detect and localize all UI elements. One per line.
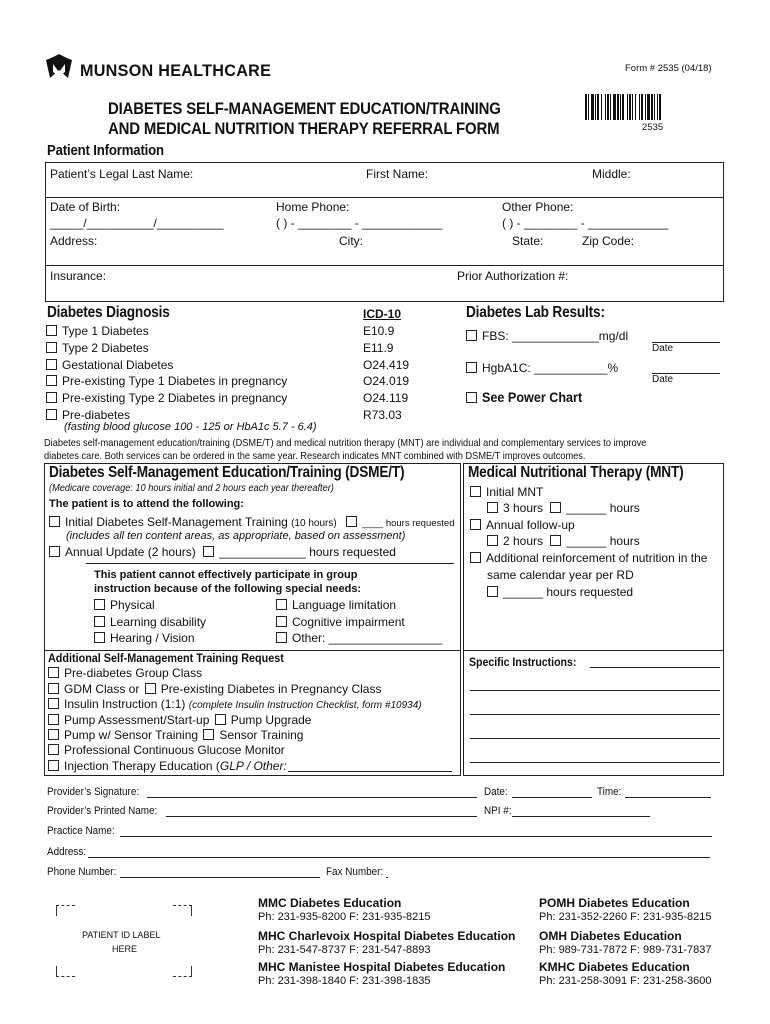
see-power-chart-label: See Power Chart — [482, 389, 583, 405]
location-name: OMH Diabetes Education — [539, 929, 682, 943]
mnt-2hours-checkbox[interactable] — [487, 535, 498, 546]
patient-info-box — [45, 162, 724, 302]
preexisting-class-checkbox[interactable] — [145, 683, 156, 694]
patient-label-area — [56, 905, 192, 977]
time-field[interactable]: Time: — [597, 786, 622, 798]
lab-results-heading: Diabetes Lab Results: — [466, 304, 605, 321]
location-name: MHC Charlevoix Hospital Diabetes Education — [258, 929, 516, 943]
prediabetes-note: (fasting blood glucose 100 - 125 or HbA1c 5.7 - 6.4) — [64, 421, 317, 433]
mnt-2hours-label: 2 hours — [503, 534, 544, 548]
diagnosis-checkbox[interactable] — [46, 342, 57, 353]
icd-code: O24.019 — [363, 374, 410, 389]
patient-info-heading: Patient Information — [47, 142, 164, 159]
special-need-label: Physical — [110, 598, 155, 612]
location-phone: Ph: 231-547-8737 F: 231-547-8893 — [258, 944, 431, 956]
special-need-checkbox[interactable] — [276, 632, 287, 643]
diagnosis-checkbox[interactable] — [46, 359, 57, 370]
patient-id-label-text: PATIENT ID LABEL — [82, 930, 161, 940]
preexisting-class-label: Pre-existing Diabetes in Pregnancy Class — [160, 682, 382, 696]
annual-update-option[interactable] — [49, 545, 396, 559]
additional-reinforcement-line2: same calendar year per RD — [487, 568, 634, 582]
diagnosis-option[interactable] — [46, 324, 149, 338]
mnt-followup-hours[interactable]: ______ hours — [566, 534, 640, 548]
location-phone: Ph: 231-258-3091 F: 231-258-3600 — [539, 975, 712, 987]
diagnosis-option[interactable] — [46, 341, 149, 355]
prediabetes-class-checkbox[interactable] — [48, 667, 59, 678]
injection-therapy-label: Injection Therapy Education ( — [64, 759, 220, 773]
mnt-hours-requested-option[interactable] — [487, 585, 633, 599]
location-name: POMH Diabetes Education — [539, 896, 690, 910]
other-phone-field[interactable]: ( ) - ________ - ____________ — [502, 216, 669, 230]
special-need-label: Other: _________________ — [292, 631, 443, 645]
npi-field[interactable]: NPI #: — [484, 805, 512, 817]
initial-mnt-checkbox[interactable] — [470, 486, 481, 497]
special-need-label: Language limitation — [292, 598, 397, 612]
cgm-checkbox[interactable] — [48, 744, 59, 755]
icd-code: O24.419 — [363, 357, 410, 372]
initial-mnt-option[interactable] — [470, 485, 543, 499]
additional-heading: Additional Self-Management Training Request — [48, 651, 284, 665]
home-phone-label: Home Phone: — [276, 200, 350, 214]
annual-followup-checkbox[interactable] — [470, 519, 481, 530]
form-title-line1: DIABETES SELF-MANAGEMENT EDUCATION/TRAINING — [108, 99, 501, 118]
pump-upgrade-checkbox[interactable] — [215, 714, 226, 725]
dsmet-coverage: (Medicare coverage: 10 hours initial and 2 hours each year thereafter) — [49, 483, 334, 494]
see-power-chart-checkbox[interactable] — [466, 392, 477, 403]
mnt-3hours-label: 3 hours — [503, 501, 544, 515]
initial-hours-requested[interactable]: ____ hours requested — [362, 518, 455, 529]
brand-name: MUNSON HEALTHCARE — [80, 61, 272, 80]
sensor-training-checkbox[interactable] — [203, 729, 214, 740]
hgba1c-field[interactable] — [466, 361, 618, 375]
annual-hours-checkbox[interactable] — [203, 546, 214, 557]
additional-reinforcement-checkbox[interactable] — [470, 552, 481, 563]
dob-field[interactable]: _____/__________/__________ — [50, 216, 224, 230]
location-phone: Ph: 231-935-8200 F: 231-935-8215 — [258, 911, 431, 923]
location-name: MHC Manistee Hospital Diabetes Education — [258, 960, 506, 974]
fax-number-field[interactable]: Fax Number: — [326, 866, 384, 878]
fbs-label: FBS: _____________mg/dl — [482, 329, 629, 343]
fbs-field[interactable] — [466, 329, 628, 343]
city-field[interactable]: City: — [339, 234, 363, 248]
location-phone: Ph: 989-731-7872 F: 989-731-7837 — [539, 944, 712, 956]
icd-code: E11.9 — [363, 340, 394, 355]
mnt-3hours-checkbox[interactable] — [487, 502, 498, 513]
annual-hours-requested[interactable]: _____________ hours requested — [219, 545, 396, 559]
fbs-date-label: Date — [652, 343, 674, 354]
practice-name-field[interactable]: Practice Name: — [47, 825, 115, 837]
first-name-field[interactable]: First Name: — [366, 167, 429, 181]
special-needs-line1: This patient cannot effectively participate in group — [94, 569, 358, 581]
initial-dsmt-label: Initial Diabetes Self-Management Training — [65, 515, 288, 529]
initial-dsmt-note: (includes all ten content areas, as appropriate, based on assessment) — [66, 530, 406, 542]
mnt-hours-requested[interactable]: ______ hours requested — [503, 585, 634, 599]
special-needs-line2: instruction because of the following special needs: — [94, 583, 362, 595]
special-need-option[interactable] — [276, 631, 442, 645]
diagnosis-label: Type 2 Diabetes — [62, 340, 149, 355]
diagnosis-option[interactable] — [46, 358, 173, 372]
annual-followup-label: Annual follow-up — [486, 518, 575, 532]
special-need-checkbox[interactable] — [94, 616, 105, 627]
munson-logo-icon — [44, 52, 74, 82]
prior-auth-field[interactable]: Prior Authorization #: — [457, 269, 569, 283]
mnt-2hours-option[interactable] — [487, 534, 640, 548]
diagnosis-label: Pre-diabetes — [62, 408, 131, 422]
special-need-option[interactable] — [276, 598, 396, 612]
hgba1c-date-label: Date — [652, 374, 674, 385]
mnt-initial-hours-checkbox[interactable] — [550, 502, 561, 513]
insulin-instruction-checkbox[interactable] — [48, 698, 59, 709]
logo — [44, 52, 74, 87]
sensor-training-label: Sensor Training — [219, 728, 304, 742]
diagnosis-checkbox[interactable] — [46, 375, 57, 386]
icd-code: E10.9 — [363, 324, 395, 338]
cgm-option[interactable] — [48, 743, 285, 757]
provider-signature-field[interactable]: Provider’s Signature: — [47, 786, 140, 798]
prediabetes-class-option[interactable] — [48, 666, 202, 680]
provider-printed-name-field[interactable]: Provider’s Printed Name: — [47, 805, 158, 817]
gdm-class-label: GDM Class or — [64, 682, 140, 696]
diagnosis-option[interactable] — [46, 374, 287, 388]
icd-code: O24.119 — [363, 391, 409, 406]
barcode-number: 2535 — [642, 122, 664, 133]
icd-heading: ICD-10 — [363, 307, 402, 321]
form-title-line2: AND MEDICAL NUTRITION THERAPY REFERRAL FORM — [108, 119, 500, 138]
practice-address-field[interactable]: Address: — [47, 846, 87, 858]
annual-update-checkbox[interactable] — [49, 546, 60, 557]
special-need-checkbox[interactable] — [94, 632, 105, 643]
diagnosis-heading: Diabetes Diagnosis — [47, 304, 170, 321]
additional-reinforcement-label: Additional reinforcement of nutrition in the — [486, 551, 708, 565]
special-need-option[interactable] — [94, 631, 195, 645]
diagnosis-label: Gestational Diabetes — [62, 357, 174, 372]
location-phone: Ph: 231-352-2260 F: 231-935-8215 — [539, 911, 712, 923]
attend-heading: The patient is to attend the following: — [49, 498, 244, 510]
diagnosis-label: Pre-existing Type 2 Diabetes in pregnancy — [62, 391, 288, 406]
annual-update-label: Annual Update (2 hours) — [65, 545, 196, 559]
mnt-heading: Medical Nutritional Therapy (MNT) — [468, 464, 684, 481]
initial-mnt-label: Initial MNT — [486, 485, 544, 499]
initial-hours-checkbox[interactable] — [346, 516, 357, 527]
pump-assessment-checkbox[interactable] — [48, 714, 59, 725]
hgba1c-label: HgbA1C: ___________% — [482, 361, 619, 375]
initial-dsmt-hours: (10 hours) — [291, 518, 337, 529]
prediabetes-class-label: Pre-diabetes Group Class — [64, 666, 203, 680]
annual-followup-option[interactable] — [470, 518, 575, 532]
fbs-checkbox[interactable] — [466, 330, 477, 341]
diagnosis-checkbox[interactable] — [46, 325, 57, 336]
mnt-initial-hours[interactable]: ______ hours — [566, 501, 640, 515]
initial-dsmt-checkbox[interactable] — [49, 516, 60, 527]
special-need-label: Learning disability — [110, 614, 207, 629]
intro-line2: diabetes care. Both services can be ordered in the same year. Research indicates MNT combined with DSME/T improves outcomes. — [44, 450, 586, 462]
special-need-option[interactable] — [94, 615, 206, 629]
dob-label: Date of Birth: — [50, 200, 121, 214]
hgba1c-checkbox[interactable] — [466, 362, 477, 373]
diagnosis-label: Type 1 Diabetes — [62, 324, 149, 338]
last-name-field[interactable]: Patient’s Legal Last Name: — [50, 167, 194, 181]
location-phone: Ph: 231-398-1840 F: 231-398-1835 — [258, 975, 431, 987]
location-name: MMC Diabetes Education — [258, 896, 402, 910]
icd-code: R73.03 — [363, 408, 402, 422]
home-phone-field[interactable]: ( ) - ________ - ____________ — [276, 216, 443, 230]
diagnosis-option[interactable] — [46, 391, 287, 405]
date-field[interactable]: Date: — [484, 786, 508, 798]
special-need-label: Hearing / Vision — [110, 631, 195, 645]
gdm-class-checkbox[interactable] — [48, 683, 59, 694]
mnt-3hours-option[interactable] — [487, 501, 640, 515]
pump-upgrade-label: Pump Upgrade — [230, 713, 312, 727]
injection-therapy-checkbox[interactable] — [48, 760, 59, 771]
location-name: KMHC Diabetes Education — [539, 960, 690, 974]
special-need-option[interactable] — [94, 598, 155, 612]
phone-number-field[interactable]: Phone Number: — [47, 866, 117, 878]
form-number: Form # 2535 (04/18) — [625, 63, 712, 74]
insurance-field[interactable]: Insurance: — [50, 269, 107, 283]
insulin-instruction-option[interactable] — [48, 697, 422, 711]
cgm-label: Professional Continuous Glucose Monitor — [64, 743, 285, 757]
glp-other-label: GLP / Other: — [219, 759, 287, 773]
pump-assessment-label: Pump Assessment/Start-up — [64, 713, 210, 727]
pump-sensor-checkbox[interactable] — [48, 729, 59, 740]
special-need-checkbox[interactable] — [276, 616, 287, 627]
mnt-followup-hours-checkbox[interactable] — [550, 535, 561, 546]
special-need-checkbox[interactable] — [276, 599, 287, 610]
pump-assessment-option[interactable] — [48, 713, 311, 727]
special-need-label: Cognitive impairment — [292, 614, 405, 629]
middle-name-field[interactable]: Middle: — [592, 167, 631, 181]
diagnosis-checkbox[interactable] — [46, 409, 57, 420]
barcode — [585, 94, 717, 120]
pump-sensor-option[interactable] — [48, 728, 303, 742]
see-power-chart-option[interactable] — [466, 389, 593, 407]
diagnosis-option[interactable] — [46, 408, 130, 422]
intro-line1: Diabetes self-management education/training (DSME/T) and medical nutrition therapy (MNT) are individual and complementary services to improve — [44, 437, 647, 449]
diagnosis-label: Pre-existing Type 1 Diabetes in pregnancy — [62, 374, 288, 389]
diagnosis-checkbox[interactable] — [46, 392, 57, 403]
other-phone-label: Other Phone: — [502, 200, 574, 214]
dsmet-heading: Diabetes Self-Management Education/Training (DSME/T) — [49, 464, 405, 481]
injection-therapy-option[interactable] — [48, 759, 287, 773]
special-need-option[interactable] — [276, 615, 405, 629]
gdm-class-option[interactable] — [48, 682, 381, 696]
address-field[interactable]: Address: — [50, 234, 98, 248]
initial-dsmt-option[interactable] — [49, 515, 455, 529]
mnt-hours-requested-checkbox[interactable] — [487, 586, 498, 597]
special-need-checkbox[interactable] — [94, 599, 105, 610]
additional-reinforcement-option[interactable] — [470, 551, 707, 565]
insulin-instruction-label: Insulin Instruction (1:1) — [64, 697, 186, 711]
insulin-checklist-note: (complete Insulin Instruction Checklist, form #10934) — [188, 700, 422, 711]
patient-id-label-here: HERE — [112, 944, 138, 954]
state-field[interactable]: State: — [512, 234, 544, 248]
zip-field[interactable]: Zip Code: — [582, 234, 635, 248]
pump-sensor-label: Pump w/ Sensor Training — [64, 728, 199, 742]
specific-instructions-label: Specific Instructions: — [469, 655, 577, 669]
